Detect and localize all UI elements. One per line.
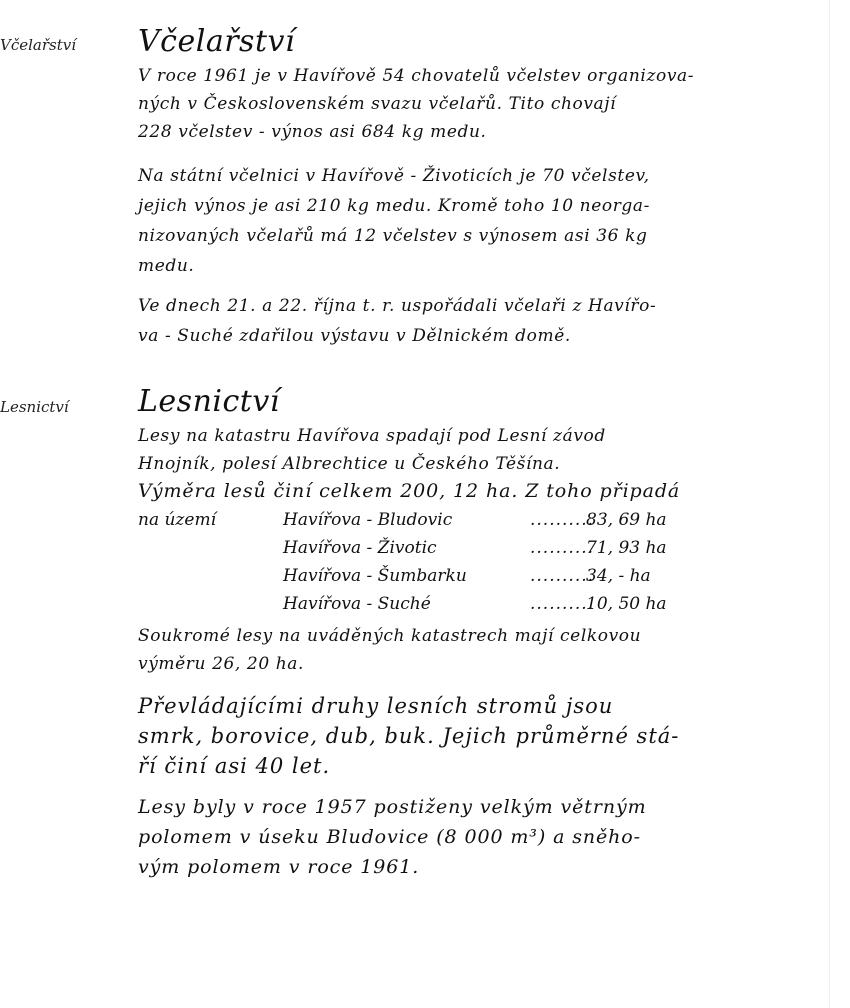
leader-dots: ..........: [530, 510, 595, 530]
leader-dots: ..........: [530, 538, 595, 558]
bees-line: va - Suché zdařilou výstavu v Dělnickém domě.: [138, 326, 571, 346]
forestry-species-line: ří činí asi 40 let.: [138, 754, 331, 778]
forest-area: 34, - ha: [586, 566, 651, 586]
forest-place: Havířova - Suché: [283, 594, 431, 614]
forest-place: Havířova - Šumbarku: [283, 566, 467, 586]
heading-forestry: Lesnictví: [138, 384, 280, 419]
forest-place: Havířova - Bludovic: [283, 510, 453, 530]
forestry-intro-line: Výměra lesů činí celkem 200, 12 ha. Z toho připadá: [138, 480, 681, 502]
bees-line: ných v Československém svazu včelařů. Tito chovají: [138, 94, 617, 114]
leader-dots: ..........: [530, 566, 595, 586]
forest-area: 10, 50 ha: [586, 594, 667, 614]
bees-line: Na státní včelnici v Havířově - Životicích je 70 včelstev,: [138, 166, 650, 186]
forestry-damage-line: Lesy byly v roce 1957 postiženy velkým větrným: [138, 796, 647, 818]
forest-place: Havířova - Životic: [283, 538, 437, 558]
page-edge-shadow: [829, 0, 830, 1008]
bees-line: nizovaných včelařů má 12 včelstev s výnosem asi 36 kg: [138, 226, 648, 246]
forest-area: 83, 69 ha: [586, 510, 667, 530]
forestry-intro-line: Hnojník, polesí Albrechtice u Českého Těšína.: [138, 454, 561, 474]
forestry-private-line: Soukromé lesy na uváděných katastrech mají celkovou: [138, 626, 642, 646]
leader-dots: ..........: [530, 594, 595, 614]
heading-bees: Včelařství: [138, 24, 296, 59]
bees-line: 228 včelstev - výnos asi 684 kg medu.: [138, 122, 487, 142]
forestry-damage-line: vým polomem v roce 1961.: [138, 856, 420, 878]
margin-label-bees: Včelařství: [0, 36, 77, 54]
bees-line: V roce 1961 je v Havířově 54 chovatelů včelstev organizova-: [138, 66, 695, 86]
bees-line: Ve dnech 21. a 22. října t. r. uspořádali včelaři z Havířo-: [138, 296, 657, 316]
forestry-species-line: Převládajícími druhy lesních stromů jsou: [138, 694, 614, 718]
bees-line: jejich výnos je asi 210 kg medu. Kromě toho 10 neorga-: [138, 196, 650, 216]
margin-label-forestry: Lesnictví: [0, 398, 69, 416]
bees-line: medu.: [138, 256, 195, 276]
table-lead: na území: [138, 510, 217, 530]
forestry-intro-line: Lesy na katastru Havířova spadají pod Lesní závod: [138, 426, 606, 446]
forest-area: 71, 93 ha: [586, 538, 667, 558]
forestry-private-line: výměru 26, 20 ha.: [138, 654, 305, 674]
forestry-damage-line: polomem v úseku Bludovice (8 000 m³) a sněho-: [138, 826, 641, 848]
forestry-species-line: smrk, borovice, dub, buk. Jejich průměrné stá-: [138, 724, 680, 748]
